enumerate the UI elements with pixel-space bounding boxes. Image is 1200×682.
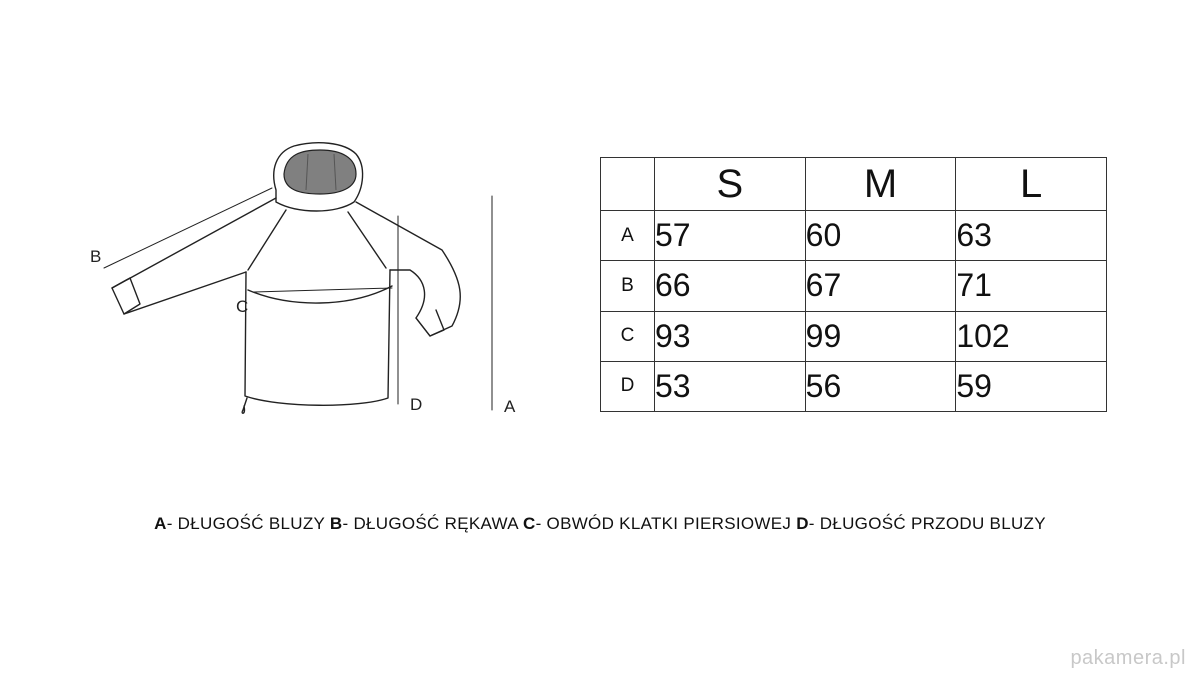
legend-text-a: - DŁUGOŚĆ BLUZY [166, 514, 325, 533]
table-cell: 102 [956, 311, 1107, 361]
measure-c-line [254, 288, 392, 292]
right-cuff [416, 310, 444, 336]
table-cell: 57 [655, 211, 806, 261]
table-row [601, 311, 1107, 361]
diagram-label-a: A [504, 397, 516, 416]
legend-key-c: C [522, 514, 536, 533]
drawcord [242, 398, 247, 413]
size-header-s: S [655, 158, 806, 211]
hood-inner [284, 150, 356, 194]
diagram-label-d: D [410, 395, 423, 414]
legend-key-d: D [796, 514, 809, 533]
table-cell: 67 [805, 261, 956, 311]
table-cell: 59 [956, 361, 1107, 411]
size-header-l: L [956, 158, 1107, 211]
table-cell: 63 [956, 211, 1107, 261]
table-cell: 53 [655, 361, 806, 411]
table-cell: 66 [655, 261, 806, 311]
size-header-m: M [805, 158, 956, 211]
measure-b-line [104, 188, 272, 268]
hoodie-diagram [80, 130, 540, 430]
measurement-legend [0, 514, 1200, 534]
table-row [601, 361, 1107, 411]
size-table [600, 157, 1107, 412]
row-label: C [601, 311, 655, 361]
table-cell: 71 [956, 261, 1107, 311]
table-cell: 56 [805, 361, 956, 411]
legend-text-b: - DŁUGOŚĆ RĘKAWA [342, 514, 518, 533]
raglan-seam-right [348, 212, 386, 268]
watermark: pakamera.pl [1070, 647, 1186, 669]
row-label: D [601, 361, 655, 411]
table-corner [601, 158, 655, 211]
legend-key-a: A [154, 514, 167, 533]
table-cell: 93 [655, 311, 806, 361]
table-row [601, 261, 1107, 311]
raglan-seam-left [248, 210, 286, 270]
table-cell: 60 [805, 211, 956, 261]
legend-text-c: - OBWÓD KLATKI PIERSIOWEJ [535, 514, 792, 533]
table-cell: 99 [805, 311, 956, 361]
size-header-row [601, 158, 1107, 211]
row-label: B [601, 261, 655, 311]
legend-key-b: B [329, 514, 343, 533]
diagram-label-b: B [90, 247, 102, 266]
row-label: A [601, 211, 655, 261]
legend-text-d: - DŁUGOŚĆ PRZODU BLUZY [808, 514, 1046, 533]
right-sleeve-outline [356, 202, 460, 336]
table-row [601, 211, 1107, 261]
diagram-label-c: C [236, 297, 249, 316]
